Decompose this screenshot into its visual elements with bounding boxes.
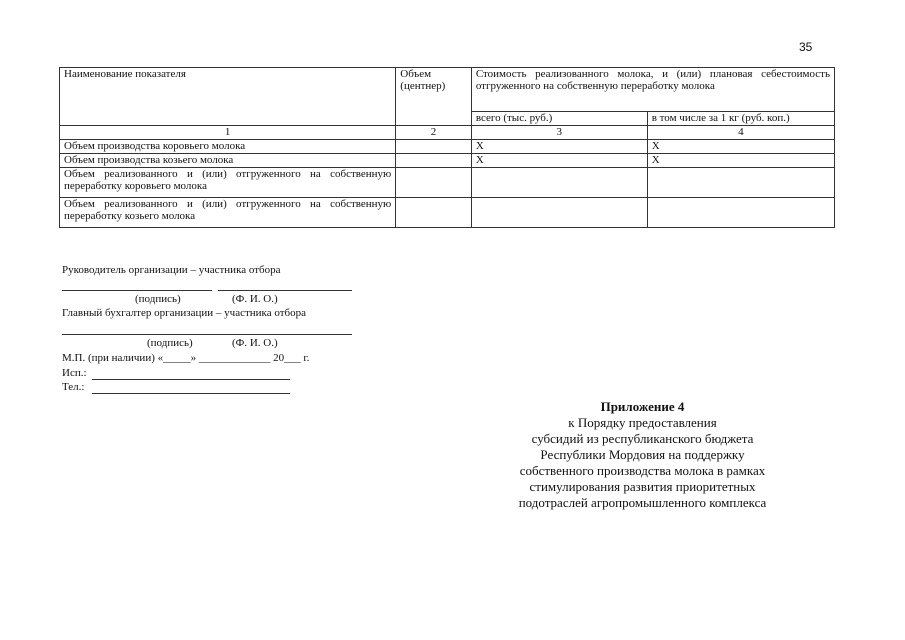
- row-cost-total: [471, 168, 647, 198]
- accountant-fio-caption: (Ф. И. О.): [232, 337, 278, 349]
- head-fio-caption: (Ф. И. О.): [232, 293, 278, 305]
- row-volume: [396, 140, 472, 154]
- milk-indicators-table: [59, 67, 835, 228]
- appendix-line: подотраслей агропромышленного комплекса: [518, 495, 767, 510]
- head-signature-line: [62, 290, 212, 291]
- row-cost-per-kg: Х: [647, 140, 834, 154]
- header-volume: Объем (центнер): [396, 68, 472, 126]
- table-row: [60, 140, 835, 154]
- table-row: [60, 154, 835, 168]
- row-cost-total: Х: [471, 140, 647, 154]
- appendix-title: Приложение 4: [600, 399, 685, 414]
- row-cost-total: [471, 198, 647, 228]
- row-cost-per-kg: [647, 198, 834, 228]
- row-volume: [396, 154, 472, 168]
- head-fio-line: [218, 290, 352, 291]
- accountant-signature-caption: (подпись): [147, 337, 193, 349]
- header-indicator-name: Наименование показателя: [60, 68, 396, 126]
- header-cost-per-kg: в том числе за 1 кг (руб. коп.): [647, 112, 834, 126]
- table-row: [60, 168, 835, 198]
- phone-label: Тел.:: [62, 381, 85, 393]
- column-number: 4: [647, 126, 834, 140]
- column-number-row: [60, 126, 835, 140]
- phone-line: [92, 393, 290, 394]
- head-of-organization-label: Руководитель организации – участника отбора: [62, 264, 281, 276]
- row-cost-per-kg: Х: [647, 154, 834, 168]
- row-name: Объем реализованного и (или) отгруженного на собственную переработку коровьего молока: [60, 168, 396, 198]
- appendix-line: собственного производства молока в рамках: [519, 463, 766, 478]
- row-cost-total: Х: [471, 154, 647, 168]
- table-row: [60, 198, 835, 228]
- appendix-heading: [470, 399, 815, 511]
- row-name: Объем реализованного и (или) отгруженного на собственную переработку козьего молока: [60, 198, 396, 228]
- chief-accountant-label: Главный бухгалтер организации – участника отбора: [62, 307, 306, 319]
- accountant-signature-line: [62, 334, 352, 335]
- appendix-line: к Порядку предоставления: [568, 415, 717, 430]
- column-number: 2: [396, 126, 472, 140]
- head-signature-caption: (подпись): [135, 293, 181, 305]
- header-cost-total: всего (тыс. руб.): [471, 112, 647, 126]
- column-number: 3: [471, 126, 647, 140]
- row-volume: [396, 198, 472, 228]
- executor-label: Исп.:: [62, 367, 87, 379]
- column-number: 1: [60, 126, 396, 140]
- executor-line: [92, 379, 290, 380]
- row-name: Объем производства коровьего молока: [60, 140, 396, 154]
- row-cost-per-kg: [647, 168, 834, 198]
- appendix-line: Республики Мордовия на поддержку: [540, 447, 745, 462]
- page-number: 35: [799, 40, 813, 54]
- stamp-date-line: М.П. (при наличии) «_____» _____________ 20___ г.: [62, 352, 310, 364]
- appendix-line: субсидий из республиканского бюджета: [531, 431, 754, 446]
- row-name: Объем производства козьего молока: [60, 154, 396, 168]
- row-volume: [396, 168, 472, 198]
- appendix-line: стимулирования развития приоритетных: [529, 479, 756, 494]
- header-cost: Стоимость реализованного молока, и (или) плановая себестоимость отгруженного на собственную переработку молока: [471, 68, 834, 112]
